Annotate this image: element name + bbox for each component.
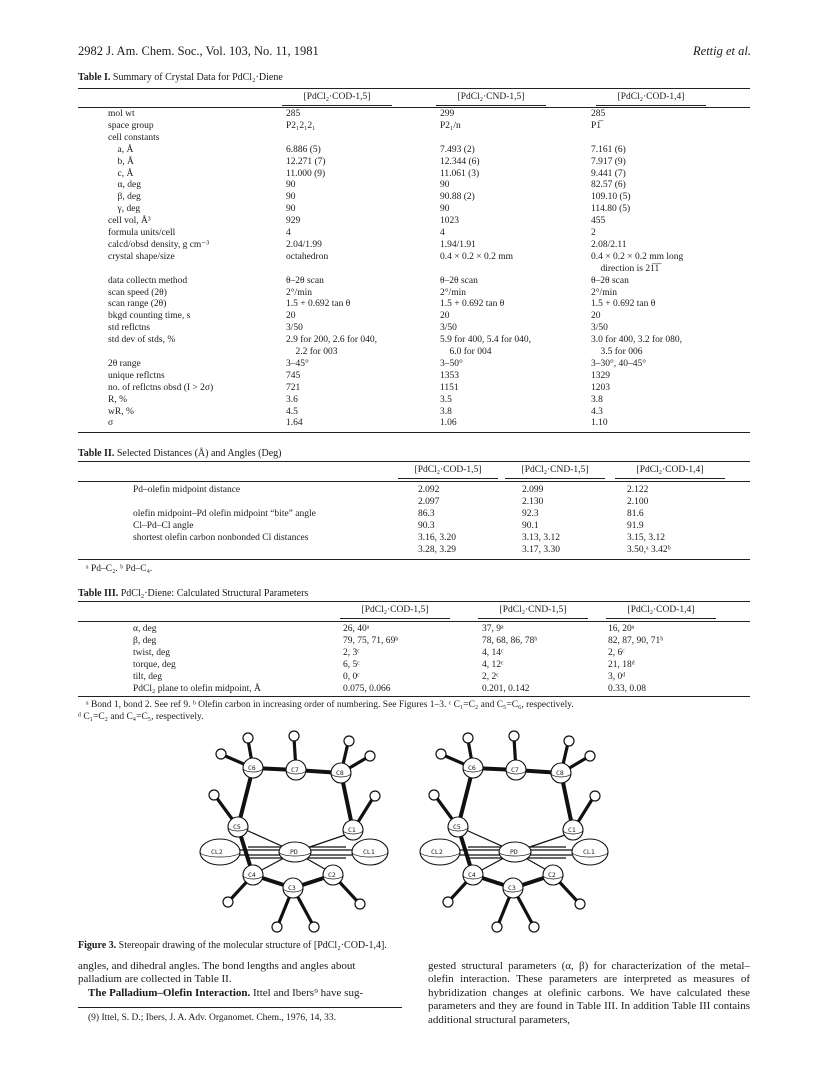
- cell-col-1: 6, 5ᶜ: [343, 659, 360, 670]
- cell-col-2: 0.4 × 0.2 × 0.2 mm: [440, 251, 513, 262]
- cell-col-3: 91.9: [627, 520, 644, 531]
- table3-col-1-rule: [340, 618, 450, 619]
- cell-col-1: P2₁2₁2₁: [286, 120, 316, 131]
- cell-col-2: 1.5 + 0.692 tan θ: [440, 299, 505, 310]
- cell-col-2: 1.94/1.91: [440, 239, 476, 250]
- cell-col-1: 3–45°: [286, 358, 309, 369]
- cell-col-1: 0, 0ᶜ: [343, 671, 360, 682]
- table2-caption-label: Table II.: [78, 448, 115, 459]
- cell-col-2: 299: [440, 109, 455, 119]
- cell-col-3: 9.441 (7): [591, 168, 626, 179]
- table1-col-1-rule: [282, 105, 392, 106]
- cell-col-2: 0.201, 0.142: [482, 683, 530, 694]
- cell-col-1: θ–2θ scan: [286, 275, 324, 286]
- cell-col-2: P2₁/n: [440, 120, 461, 131]
- cell-col-1: octahedron: [286, 251, 329, 262]
- cell-col-1: 1.64: [286, 418, 303, 429]
- cell-col-3: 1329: [591, 370, 610, 381]
- row-label: 2θ range: [108, 358, 141, 369]
- cell-col-1: 2.097: [418, 496, 440, 507]
- row-label: olefin midpoint–Pd olefin midpoint “bite” angle: [133, 508, 316, 519]
- cell-col-3: 0.33, 0.08: [608, 683, 646, 694]
- row-label: formula units/cell: [108, 228, 176, 238]
- table2-col-1: [PdCl₂·COD-1,5]: [414, 465, 482, 475]
- cell-col-3: 81.6: [627, 508, 644, 519]
- table2-col-2-rule: [505, 478, 605, 479]
- cell-col-1: 4: [286, 228, 291, 238]
- row-label: c, Å: [108, 168, 134, 179]
- cell-col-3: 7.161 (6): [591, 144, 626, 155]
- cell-col-2: 4: [440, 228, 445, 238]
- row-label: b, Å: [108, 156, 134, 167]
- table2-col-2: [PdCl₂·CND-1,5]: [521, 465, 589, 475]
- cell-col-3: 4.3: [591, 406, 603, 417]
- cell-col-1: 90: [286, 204, 296, 215]
- cell-col-1: 285: [286, 109, 301, 119]
- row-label: std reflctns: [108, 323, 150, 334]
- cell-col-3: direction is 21̅1̅: [591, 263, 660, 274]
- cell-col-3: 1203: [591, 382, 610, 393]
- cell-col-3: 3/50: [591, 323, 608, 334]
- cell-col-2: 90.1: [522, 520, 539, 531]
- cell-col-2: 90: [440, 180, 450, 191]
- row-label: bkgd counting time, s: [108, 311, 191, 322]
- table2-caption-text: Selected Distances (Å) and Angles (Deg): [116, 448, 282, 459]
- cell-col-1: 3.28, 3.29: [418, 544, 456, 555]
- table3-header-rule: [78, 621, 750, 622]
- atom-label-c7: C7: [291, 766, 299, 774]
- cell-col-3: 455: [591, 216, 606, 227]
- cell-col-3: 7.917 (9): [591, 156, 626, 167]
- row-label: shortest olefin carbon nonbonded Cl distances: [133, 532, 309, 543]
- table3-caption-text: PdCl₂·Diene: Calculated Structural Parameters: [120, 588, 309, 599]
- cell-col-1: 721: [286, 382, 301, 393]
- cell-col-2: 1.06: [440, 418, 457, 429]
- cell-col-3: 2, 6ᶜ: [608, 647, 625, 658]
- row-label: space group: [108, 120, 154, 131]
- cell-col-2: 7.493 (2): [440, 144, 475, 155]
- table1-col-2: [PdCl₂·CND-1,5]: [457, 92, 525, 102]
- cell-col-2: 3.8: [440, 406, 452, 417]
- table1-col-3-rule: [596, 105, 706, 106]
- atom-label-c4: C4: [468, 871, 476, 879]
- row-label: tilt, deg: [133, 671, 163, 682]
- row-label: cell vol, Å³: [108, 216, 151, 227]
- row-label: data collectn method: [108, 275, 188, 286]
- atom-label-cl2: CL2: [431, 848, 443, 856]
- running-header-right: Rettig et al.: [693, 44, 751, 58]
- atom-label-c3: C3: [508, 884, 516, 892]
- cell-col-3: 114.80 (5): [591, 204, 631, 215]
- table3-footnote-2: ᵈ C₁=C₂ and C₄=C₅, respectively.: [78, 712, 204, 722]
- cell-col-1: 79, 75, 71, 69ᵇ: [343, 635, 399, 646]
- cell-col-3: 3.5 for 006: [591, 347, 643, 357]
- table3-footnote-1: ᵃ Bond 1, bond 2. See ref 9. ᵇ Olefin carbon in increasing order of numbering. See Figures 1–3. ᶜ C₁=C₂ and C₅=C₆, respectively.: [86, 700, 574, 710]
- cell-col-1: 90.3: [418, 520, 435, 531]
- running-header-left: 2982 J. Am. Chem. Soc., Vol. 103, No. 11, 1981: [78, 44, 319, 58]
- table3-col-3: [PdCl₂·COD-1,4]: [627, 605, 695, 615]
- row-label: scan range (2θ): [108, 299, 167, 310]
- atom-label-c5: C5: [453, 823, 461, 831]
- atom-label-c8: C8: [336, 769, 344, 777]
- table2-bottom-rule: [78, 559, 750, 560]
- cell-col-2: 3.13, 3.12: [522, 532, 560, 543]
- cell-col-3: 285: [591, 109, 606, 119]
- cell-col-3: 3.50,ᵃ 3.42ᵇ: [627, 544, 671, 555]
- row-label: Cl–Pd–Cl angle: [133, 520, 194, 531]
- cell-col-2: 90.88 (2): [440, 192, 475, 203]
- cell-col-1: 3/50: [286, 323, 303, 334]
- atom-label-cl2: CL2: [211, 848, 223, 856]
- cell-col-1: 11.000 (9): [286, 168, 326, 179]
- reference-9: (9) Ittel, S. D.; Ibers, J. A. Adv. Organomet. Chem., 1976, 14, 33.: [88, 1013, 337, 1023]
- atom-label-c1: C1: [348, 826, 356, 834]
- cell-col-3: 2.122: [627, 485, 649, 495]
- row-label: std dev of stds, %: [108, 335, 176, 346]
- cell-col-2: 12.344 (6): [440, 156, 480, 167]
- cell-col-2: θ–2θ scan: [440, 275, 478, 286]
- cell-col-1: 4.5: [286, 406, 298, 417]
- cell-col-1: 86.3: [418, 508, 435, 519]
- table3-bottom-rule: [78, 696, 750, 697]
- body-left-para1: angles, and dihedral angles. The bond lengths and angles about palladium are collected in Table II.: [78, 960, 356, 986]
- figure3-caption-text: Stereopair drawing of the molecular structure of [PdCl₂·COD-1,4].: [118, 940, 387, 951]
- row-label: α, deg: [133, 624, 157, 634]
- table3-col-2-rule: [478, 618, 588, 619]
- cell-col-3: 3–30°, 40–45°: [591, 358, 647, 369]
- cell-col-3: 2.100: [627, 496, 649, 507]
- row-label: PdCl₂ plane to olefin midpoint, Å: [133, 683, 261, 694]
- cell-col-3: 20: [591, 311, 601, 322]
- cell-col-2: 2°/min: [440, 287, 466, 298]
- table2-col-3: [PdCl₂·COD-1,4]: [636, 465, 704, 475]
- body-left-para2: Ittel and Ibers⁹ have sug-: [250, 986, 364, 999]
- atom-label-c3: C3: [288, 884, 296, 892]
- row-label: cell constants: [108, 132, 160, 143]
- cell-col-2: 92.3: [522, 508, 539, 519]
- cell-col-1: 2.092: [418, 485, 440, 495]
- cell-col-2: 4, 14ᶜ: [482, 647, 504, 658]
- cell-col-2: 2, 2ᶜ: [482, 671, 499, 682]
- cell-col-1: 3.16, 3.20: [418, 532, 456, 543]
- cell-col-1: 929: [286, 216, 301, 227]
- cell-col-1: 2.9 for 200, 2.6 for 040,: [286, 335, 378, 346]
- atom-label-cl1: CL1: [363, 848, 375, 856]
- table2-col-3-rule: [615, 478, 725, 479]
- cell-col-3: 21, 18ᵈ: [608, 659, 635, 670]
- table1-col-2-rule: [436, 105, 546, 106]
- cell-col-3: 0.4 × 0.2 × 0.2 mm long: [591, 251, 684, 262]
- row-label: α, deg: [108, 180, 141, 191]
- table2-footnote: ᵃ Pd–C₂. ᵇ Pd–C₄.: [86, 564, 153, 574]
- atom-label-c2: C2: [328, 871, 336, 879]
- table3-caption-label: Table III.: [78, 588, 119, 599]
- stereopair-figure: [0, 730, 827, 935]
- atom-label-c7: C7: [511, 766, 519, 774]
- table1-bottom-rule: [78, 432, 750, 433]
- cell-col-3: 3, 0ᵈ: [608, 671, 626, 682]
- row-label: σ: [108, 418, 114, 429]
- cell-col-2: 37, 9ᵃ: [482, 624, 504, 634]
- cell-col-3: 2: [591, 228, 596, 238]
- table1-caption: [78, 72, 283, 83]
- table2-header-rule: [78, 481, 750, 482]
- body-left-column: [78, 960, 402, 1000]
- row-label: calcd/obsd density, g cm⁻³: [108, 239, 210, 250]
- table2-top-rule: [78, 461, 750, 462]
- cell-col-2: 11.061 (3): [440, 168, 480, 179]
- atom-label-c4: C4: [248, 871, 256, 879]
- row-label: wR, %: [108, 406, 134, 417]
- atom-label-c8: C8: [556, 769, 564, 777]
- table2-col-1-rule: [398, 478, 498, 479]
- atom-label-c2: C2: [548, 871, 556, 879]
- cell-col-2: 78, 68, 86, 78ᵇ: [482, 635, 538, 646]
- figure3-caption: [78, 940, 387, 951]
- table3-col-1: [PdCl₂·COD-1,5]: [361, 605, 429, 615]
- cell-col-3: 3.8: [591, 394, 603, 405]
- row-label: no. of reflctns obsd (I > 2σ): [108, 382, 214, 393]
- cell-col-1: 2.04/1.99: [286, 239, 322, 250]
- cell-col-3: 2.08/2.11: [591, 239, 627, 250]
- stereo-view-left: [200, 731, 388, 932]
- cell-col-3: 16, 20ᵃ: [608, 624, 635, 634]
- table1-col-3: [PdCl₂·COD-1,4]: [617, 92, 685, 102]
- footnote-rule: [78, 1007, 402, 1008]
- cell-col-3: 109.10 (5): [591, 192, 631, 203]
- row-label: γ, deg: [108, 204, 141, 215]
- body-right-column: gested structural parameters (α, β) for characterization of the metal–olefin interaction. These parameters are interpreted as measures of hybridization changes at olefinic carbons. We have calculated these parameters and they are found in Table III. In addition Table III contains additional structural parameters,: [428, 960, 750, 1026]
- row-label: Pd–olefin midpoint distance: [133, 485, 241, 495]
- table1-header-rule: [78, 107, 750, 108]
- atom-label-c5: C5: [233, 823, 241, 831]
- table3-top-rule: [78, 601, 750, 602]
- cell-col-2: 3.5: [440, 394, 452, 405]
- cell-col-1: 12.271 (7): [286, 156, 326, 167]
- cell-col-3: 3.15, 3.12: [627, 532, 665, 543]
- stereo-view-right: [420, 731, 608, 932]
- row-label: R, %: [108, 394, 127, 405]
- row-label: β, deg: [133, 635, 157, 646]
- cell-col-3: 82.57 (6): [591, 180, 626, 191]
- cell-col-2: 5.9 for 400, 5.4 for 040,: [440, 335, 532, 346]
- cell-col-1: 745: [286, 370, 301, 381]
- table1-caption-label: Table I.: [78, 72, 111, 83]
- cell-col-1: 90: [286, 180, 296, 191]
- cell-col-3: 82, 87, 90, 71ᵇ: [608, 635, 664, 646]
- cell-col-3: 1.10: [591, 418, 608, 429]
- cell-col-3: 1.5 + 0.692 tan θ: [591, 299, 656, 310]
- cell-col-2: 3/50: [440, 323, 457, 334]
- atom-label-c6: C6: [468, 764, 476, 772]
- row-label: crystal shape/size: [108, 251, 175, 262]
- cell-col-1: 2°/min: [286, 287, 312, 298]
- row-label: scan speed (2θ): [108, 287, 167, 298]
- atom-label-pd: PD: [290, 848, 298, 856]
- cell-col-1: 90: [286, 192, 296, 203]
- cell-col-1: 2.2 for 003: [286, 347, 338, 357]
- figure3-caption-label: Figure 3.: [78, 940, 117, 951]
- cell-col-2: 1353: [440, 370, 459, 381]
- cell-col-2: 90: [440, 204, 450, 215]
- cell-col-2: 6.0 for 004: [440, 347, 492, 357]
- cell-col-1: 26, 40ᵃ: [343, 624, 370, 634]
- cell-col-2: 2.099: [522, 485, 544, 495]
- cell-col-2: 2.130: [522, 496, 544, 507]
- cell-col-1: 20: [286, 311, 296, 322]
- table2-caption: [78, 448, 282, 459]
- table3-col-3-rule: [606, 618, 716, 619]
- atom-label-pd: PD: [510, 848, 518, 856]
- row-label: twist, deg: [133, 647, 170, 658]
- cell-col-1: 1.5 + 0.692 tan θ: [286, 299, 351, 310]
- cell-col-3: 2°/min: [591, 287, 617, 298]
- cell-col-3: P1̅: [591, 120, 602, 131]
- row-label: unique reflctns: [108, 370, 165, 381]
- row-label: mol wt: [108, 109, 135, 119]
- cell-col-2: 1151: [440, 382, 459, 393]
- cell-col-2: 4, 12ᶜ: [482, 659, 504, 670]
- table1-top-rule: [78, 88, 750, 89]
- atom-label-cl1: CL1: [583, 848, 595, 856]
- cell-col-1: 0.075, 0.066: [343, 683, 391, 694]
- section-heading-pd-olefin: The Palladium–Olefin Interaction.: [88, 986, 251, 999]
- row-label: a, Å: [108, 144, 134, 155]
- row-label: β, deg: [108, 192, 141, 203]
- table3-col-2: [PdCl₂·CND-1,5]: [499, 605, 567, 615]
- cell-col-1: 2, 3ᶜ: [343, 647, 360, 658]
- cell-col-2: 20: [440, 311, 450, 322]
- cell-col-1: 3.6: [286, 394, 298, 405]
- cell-col-2: 3.17, 3.30: [522, 544, 560, 555]
- table3-caption: [78, 588, 308, 599]
- cell-col-3: θ–2θ scan: [591, 275, 629, 286]
- row-label: torque, deg: [133, 659, 176, 670]
- cell-col-3: 3.0 for 400, 3.2 for 080,: [591, 335, 683, 346]
- cell-col-2: 3–50°: [440, 358, 463, 369]
- table1-col-1: [PdCl₂·COD-1,5]: [303, 92, 371, 102]
- cell-col-2: 1023: [440, 216, 459, 227]
- cell-col-1: 6.886 (5): [286, 144, 321, 155]
- table1-caption-text: Summary of Crystal Data for PdCl₂·Diene: [112, 72, 283, 83]
- atom-label-c1: C1: [568, 826, 576, 834]
- atom-label-c6: C6: [248, 764, 256, 772]
